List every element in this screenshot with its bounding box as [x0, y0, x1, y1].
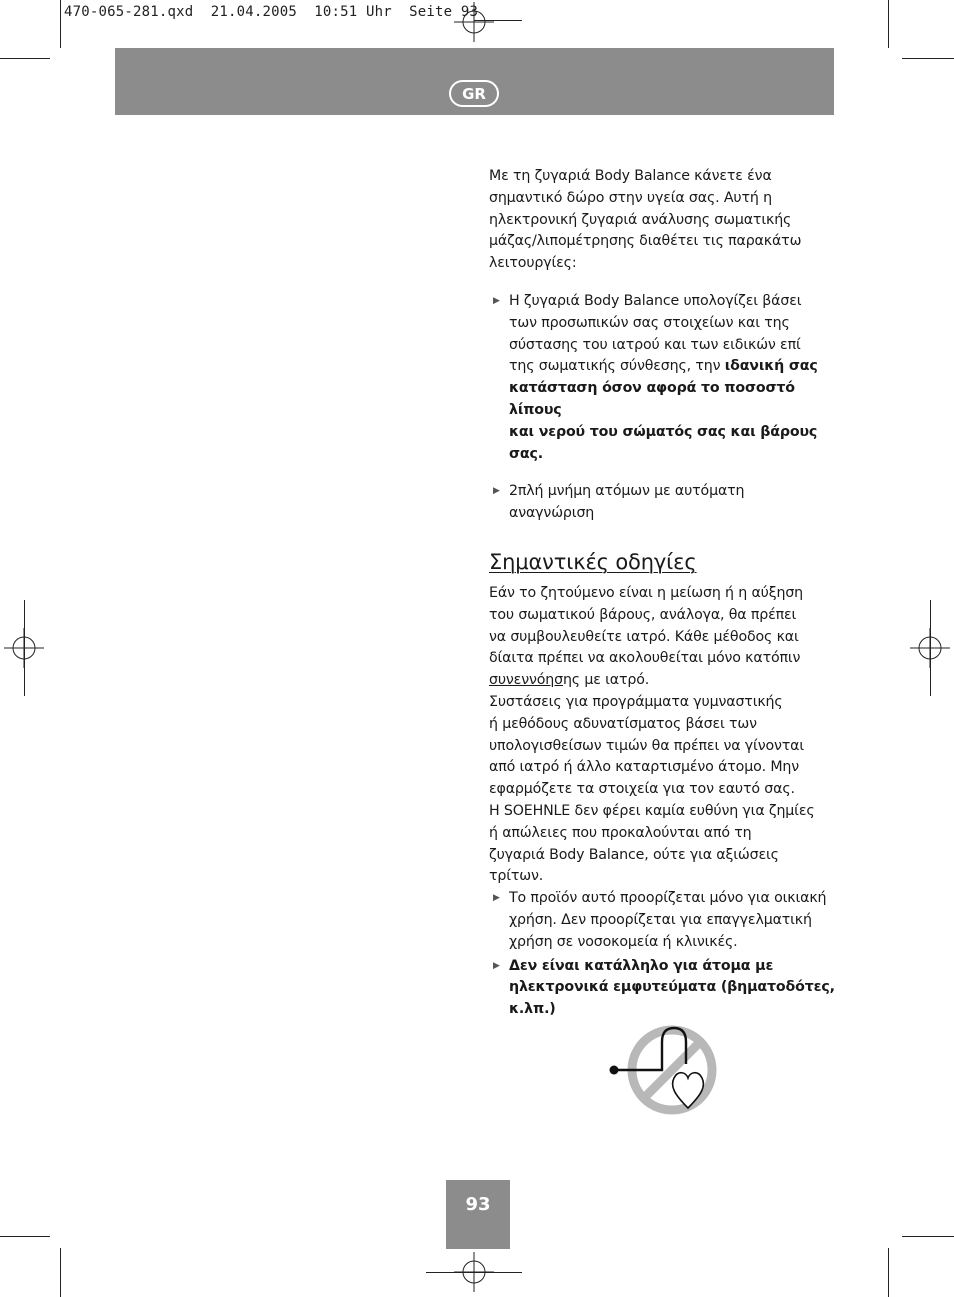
- language-badge: GR: [449, 80, 499, 107]
- warning-bullet-household-use: ▶ Το προϊόν αυτό προορίζεται μόνο για οικιακή χρήση. Δεν προορίζεται για επαγγελματική χρήση σε νοσοκομεία ή κλινικές.: [493, 890, 827, 950]
- crop-mark: [426, 1272, 522, 1273]
- crop-mark: [474, 20, 522, 21]
- crop-mark: [60, 0, 61, 48]
- file-slug: 470-065-281.qxd 21.04.2005 10:51 Uhr Seite 93: [64, 4, 479, 20]
- crop-mark: [902, 1236, 954, 1237]
- feature-bullet-body-composition: ▶ Η ζυγαριά Body Balance υπολογίζει βάσει των προσωπικών σας στοιχείων και της σύστασης του ιατρού και των ειδικών επί της σωματικής σύνθεσης, την ιδανική σας κατάσταση όσον αφορά το ποσοστό λίπους και νερού του σώματός σας και βάρους σας.: [493, 292, 818, 462]
- important-paragraph-2: Συστάσεις για προγράμματα γυμναστικής ή μεθόδους αδυνατίσματος βάσει των υπολογισθείσων τιμών θα πρέπει να γίνονται από ιατρό ή άλλο καταρτισμένο άτομο. Μην εφαρμόζετε τα στοιχεία για τον εαυτό σας. Η SOEHNLE δεν φέρει καμία ευθύνη για ζημίες ή απώλειες που προκαλούνται από τη ζυγαριά Body Balance, ούτε για αξιώσεις τρίτων.: [489, 693, 815, 885]
- bullet-arrow-icon: ▶: [493, 893, 500, 904]
- crop-mark: [0, 58, 50, 59]
- page-number: 93: [446, 1180, 510, 1249]
- registration-mark-icon: [454, 2, 494, 42]
- crop-mark: [930, 600, 931, 696]
- crop-mark: [902, 58, 954, 59]
- warning-bullet-implants: ▶ Δεν είναι κατάλληλο για άτομα με ηλεκτρονικά εμφυτεύματα (βηματοδότες, κ.λπ.): [493, 957, 835, 1018]
- content-column: [489, 166, 837, 1021]
- bullet-arrow-icon: ▶: [493, 960, 500, 971]
- crop-mark: [0, 1236, 50, 1237]
- crop-mark: [888, 1248, 889, 1297]
- section-heading: Σημαντικές οδηγίες: [489, 549, 697, 574]
- bullet-arrow-icon: ▶: [493, 295, 500, 306]
- intro-paragraph: Με τη ζυγαριά Body Balance κάνετε ένα σημαντικό δώρο στην υγεία σας. Αυτή η ηλεκτρονική ζυγαριά ανάλυσης σωματικής μάζας/λιπομέτρησης διαθέτει τις παρακάτω λειτουργίες:: [489, 168, 802, 272]
- bullet-arrow-icon: ▶: [493, 486, 500, 497]
- important-paragraph-1: Εάν το ζητούμενο είναι η μείωση ή η αύξηση του σωματικού βάρους, ανάλογα, θα πρέπει να συμβουλευθείτε ιατρό. Κάθε μέθοδος και δίαιτα πρέπει να ακολουθείται μόνο κατόπιν συνεννόησης με ιατρό.: [489, 584, 804, 689]
- crop-mark: [60, 1248, 61, 1297]
- crop-mark: [888, 0, 889, 48]
- crop-mark: [24, 600, 25, 696]
- feature-bullet-memory: ▶ 2πλή μνήμη ατόμων με αυτόματη αναγνώριση: [493, 483, 745, 522]
- no-pacemaker-icon: [604, 1022, 722, 1120]
